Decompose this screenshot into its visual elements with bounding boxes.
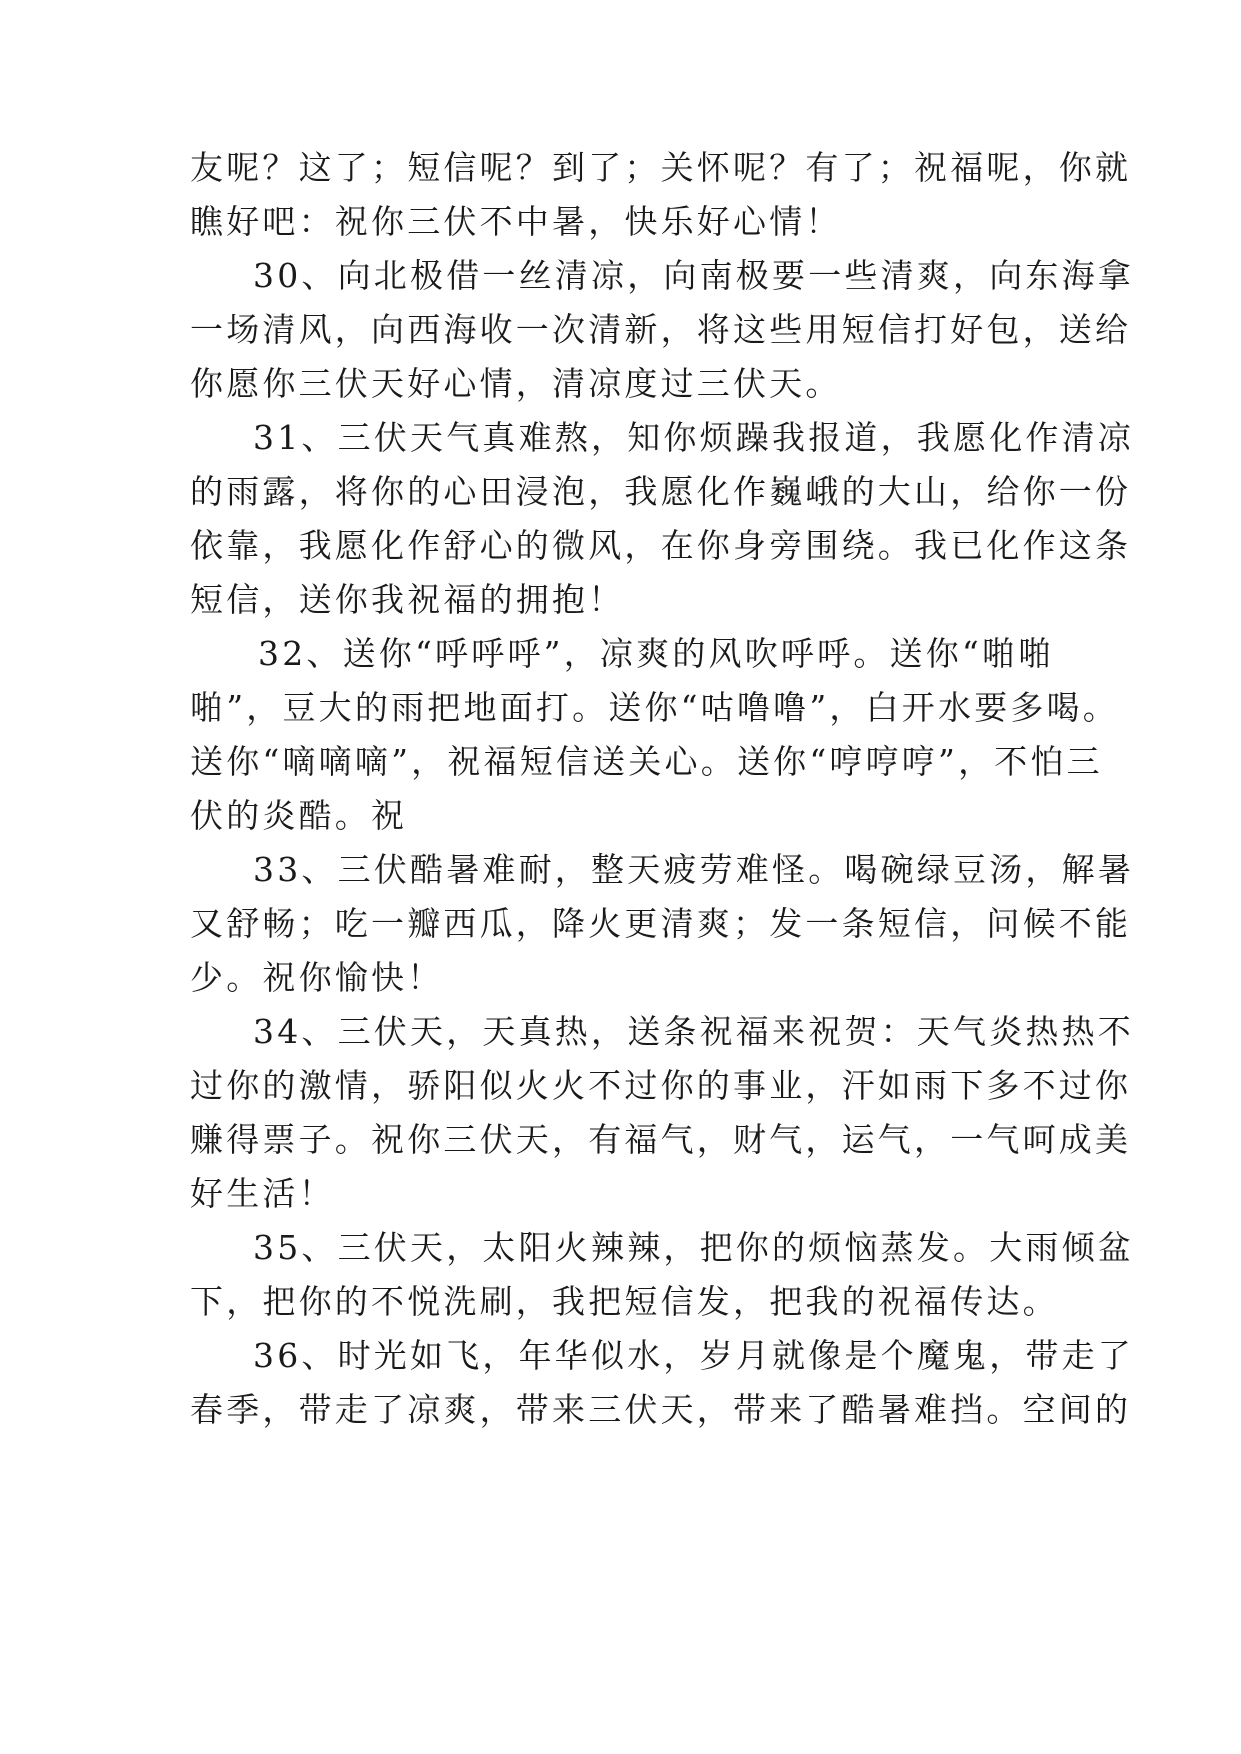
text-line: 少。祝你愉快！ — [190, 958, 444, 997]
paragraph-35-start: 35、三伏天，太阳火辣辣，把你的烦恼蒸发。大雨倾盆 — [253, 1228, 1134, 1267]
paragraph-30-start: 30、向北极借一丝清凉，向南极要一些清爽，向东海拿 — [253, 256, 1134, 295]
text-line: 依靠，我愿化作舒心的微风，在你身旁围绕。我已化作这条 — [190, 526, 1132, 565]
text-line: 友呢？这了；短信呢？到了；关怀呢？有了；祝福呢，你就 — [190, 148, 1132, 187]
paragraph-34-start: 34、三伏天，天真热，送条祝福来祝贺：天气炎热热不 — [253, 1012, 1134, 1051]
text-line: 好生活！ — [190, 1174, 335, 1213]
text-line: 瞧好吧：祝你三伏不中暑，快乐好心情！ — [190, 202, 842, 241]
text-line: 你愿你三伏天好心情，清凉度过三伏天。 — [190, 364, 842, 403]
text-line: 过你的激情，骄阳似火火不过你的事业，汗如雨下多不过你 — [190, 1066, 1132, 1105]
text-line: 下，把你的不悦洗刷，我把短信发，把我的祝福传达。 — [190, 1282, 1059, 1321]
text-line: 啪”，豆大的雨把地面打。送你“咕噜噜”，白开水要多喝。 — [190, 688, 1120, 727]
text-line: 伏的炎酷。祝 — [190, 796, 408, 835]
paragraph-31-start: 31、三伏天气真难熬，知你烦躁我报道，我愿化作清凉 — [253, 418, 1134, 457]
text-line: 春季，带走了凉爽，带来三伏天，带来了酷暑难挡。空间的 — [190, 1390, 1132, 1429]
text-line: 的雨露，将你的心田浸泡，我愿化作巍峨的大山，给你一份 — [190, 472, 1132, 511]
text-line: 一场清风，向西海收一次清新，将这些用短信打好包，送给 — [190, 310, 1132, 349]
text-line: 送你“嘀嘀嘀”，祝福短信送关心。送你“哼哼哼”，不怕三 — [190, 742, 1103, 781]
paragraph-32-start: 32、送你“呼呼呼”，凉爽的风吹呼呼。送你“啪啪 — [258, 634, 1055, 673]
text-line: 又舒畅；吃一瓣西瓜，降火更清爽；发一条短信，问候不能 — [190, 904, 1132, 943]
paragraph-36-start: 36、时光如飞，年华似水，岁月就像是个魔鬼，带走了 — [253, 1336, 1134, 1375]
text-line: 赚得票子。祝你三伏天，有福气，财气，运气，一气呵成美 — [190, 1120, 1132, 1159]
text-line: 短信，送你我祝福的拥抱！ — [190, 580, 625, 619]
paragraph-33-start: 33、三伏酷暑难耐，整天疲劳难怪。喝碗绿豆汤，解暑 — [253, 850, 1134, 889]
